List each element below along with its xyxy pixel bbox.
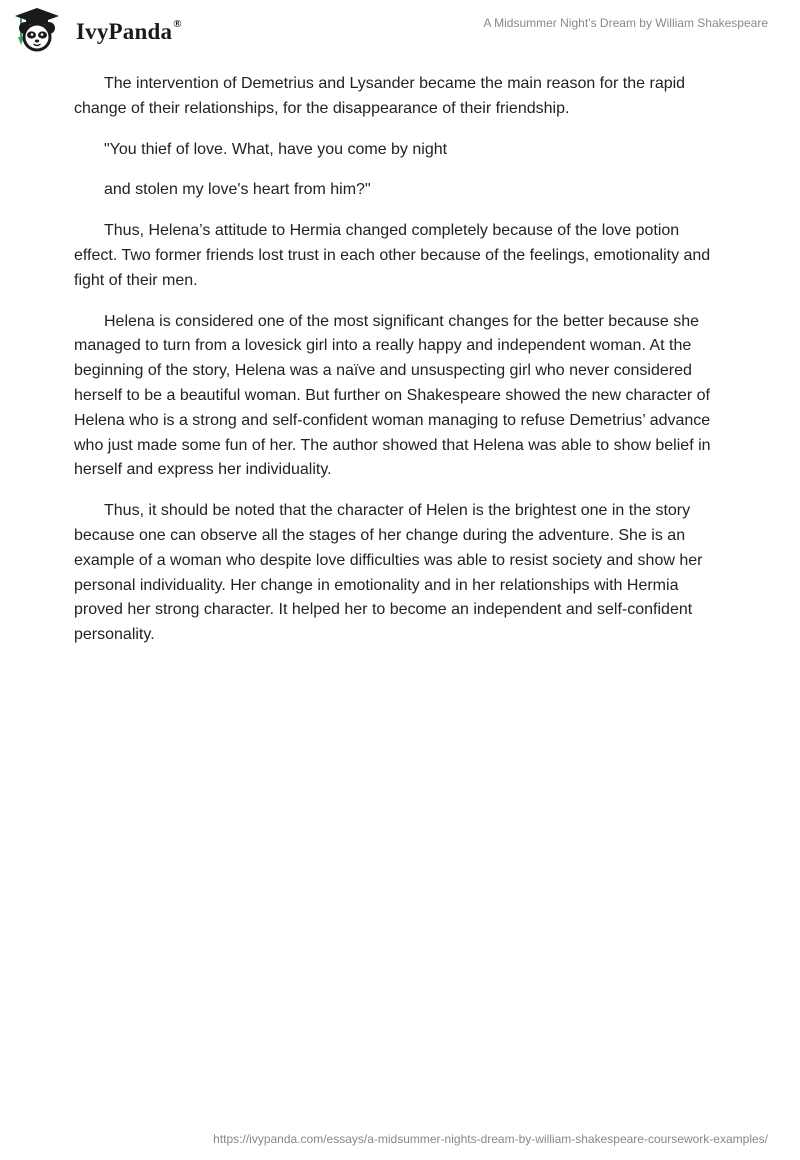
- page-header: [0, 0, 800, 64]
- document-title: A Midsummer Night’s Dream by William Shakespeare: [483, 16, 768, 30]
- essay-body: [74, 72, 726, 664]
- panda-graduate-icon: [14, 7, 60, 53]
- brand-name: [76, 19, 182, 45]
- quote-line: and stolen my love's heart from him?": [104, 181, 371, 199]
- paragraph: Helena is considered one of the most significant changes for the better because she managed to turn from a lovesick girl into a really happy and independent woman. At the beginning of the story, Helena was a naïve and unsuspecting girl who never considered herself to be a beautiful woman. But further on Shakespeare showed the new character of Helena who is a strong and self-confident woman managing to refuse Demetrius’ advance who just made some fun of her. The author showed that Helena was able to show belief in herself and express her individuality.: [74, 312, 711, 479]
- brand-name-text: IvyPanda: [76, 19, 173, 44]
- registered-mark: ®: [173, 18, 182, 31]
- paragraph: Thus, it should be noted that the character of Helen is the brightest one in the story because one can observe all the stages of her change during the adventure. She is an example of a woman who despite love difficulties was able to resist society and show her personal individuality. Her change in emotionality and in her relationships with Hermia proved her strong character. It helped her to become an independent and self-confident personality.: [74, 502, 703, 644]
- paragraph: Thus, Helena’s attitude to Hermia changed completely because of the love potion effect. Two former friends lost trust in each other because of the feelings, emotionality and fight of their men.: [74, 222, 711, 289]
- paragraph: The intervention of Demetrius and Lysander became the main reason for the rapid change of their relationships, for the disappearance of their friendship.: [74, 75, 686, 117]
- quote-line: "You thief of love. What, have you come by night: [104, 140, 448, 158]
- ivypanda-logo-link[interactable]: [14, 7, 214, 57]
- source-url-link[interactable]: https://ivypanda.com/essays/a-midsummer-nights-dream-by-william-shakespeare-coursework-examples/: [213, 1132, 768, 1146]
